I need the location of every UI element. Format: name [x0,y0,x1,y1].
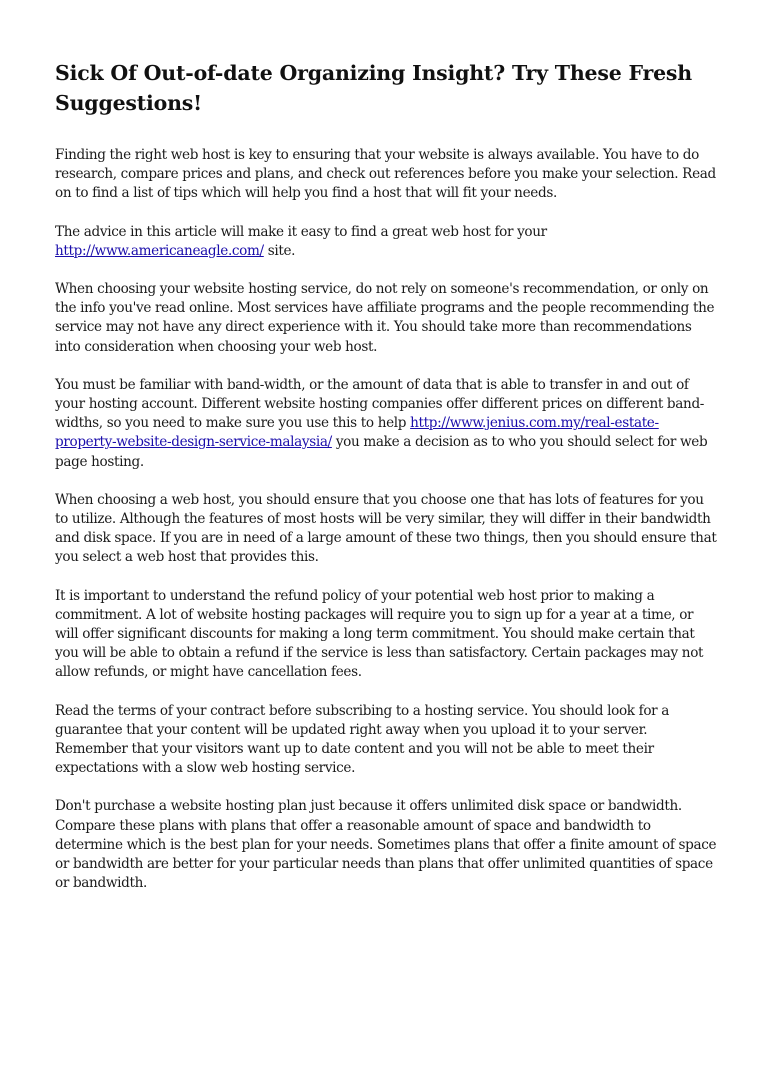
paragraph-bandwidth-before: You must be familiar with band-width, or the amount of data that is able to transfer in and out of your hosting account. Different website hosting companies offer different prices on different band-widths, so you need to make sure you use this to help [55,376,705,432]
paragraph-bandwidth-after: you make a decision as to who you should select for web page hosting. [55,434,708,470]
paragraph-refund: It is important to understand the refund policy of your potential web host prior to making a commitment. A lot of website hosting packages will require you to sign up for a year at a time, or will offer significant discounts for making a long term commitment. You should make certain that you will be able to obtain a refund if the service is less than satisfactory. Certain packages may not allow refunds, or might have cancellation fees. [55,587,704,681]
americaneagle-link[interactable]: http://www.americaneagle.com/ [55,242,264,259]
document-page [55,58,717,913]
page-title: Sick Of Out-of-date Organizing Insight? Try These Fresh Suggestions! [55,61,692,115]
paragraph-features: When choosing a web host, you should ensure that you choose one that has lots of features for you to utilize. Although the features of most hosts will be very similar, they will differ in their bandwidth and disk space. If you are in need of a large amount of these two things, then you should ensure that you select a web host that provides this. [55,491,717,566]
paragraph-unlimited: Don't purchase a website hosting plan just because it offers unlimited disk space or bandwidth. Compare these plans with plans that offer a reasonable amount of space and bandwidth to determine which is the best plan for your needs. Sometimes plans that offer a finite amount of space or bandwidth are better for your particular needs than plans that offer unlimited quantities of space or bandwidth. [55,798,717,892]
paragraph-advice [55,223,717,261]
paragraph-contract: Read the terms of your contract before subscribing to a hosting service. You should look for a guarantee that your content will be updated right away when you upload it to your server. Remember that your visitors want up to date content and you will not be able to meet their expectations with a slow web hosting service. [55,702,670,777]
paragraph-advice-after: site. [263,242,296,259]
jenius-link[interactable]: http://www.jenius.com.my/real-estate-property-website-design-service-malaysia/ [55,415,659,451]
paragraph-recommendation: When choosing your website hosting service, do not rely on someone's recommendation, or only on the info you've read online. Most services have affiliate programs and the people recommending the service may not have any direct experience with it. You should take more than recommendations into consideration when choosing your web host. [55,281,715,355]
paragraph-intro: Finding the right web host is key to ensuring that your website is always available. You have to do research, compare prices and plans, and check out references before you make your selection. Read on to find a list of tips which will help you find a host that will fit your needs. [55,147,716,202]
paragraph-advice-before: The advice in this article will make it easy to find a great web host for your [55,223,547,240]
paragraph-bandwidth [55,376,717,472]
